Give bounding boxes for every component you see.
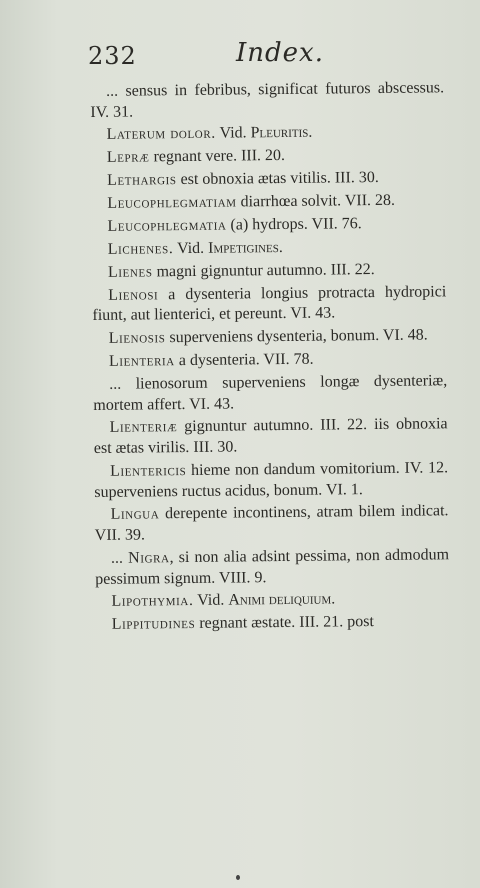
index-entry: Lingua derepente incontinens, atram bilem indicat. VII. 39. — [94, 502, 449, 545]
cross-reference: Impetigines. — [208, 238, 283, 257]
headword: Lethargis — [106, 171, 177, 190]
headword: Lienes — [107, 263, 153, 281]
headword: Nigra — [128, 549, 170, 567]
cross-reference: Pleuritis. — [250, 124, 313, 142]
index-entry: Lethargis est obnoxia ætas vitilis. III. 30. — [106, 169, 379, 190]
page-title: Index. — [236, 38, 324, 68]
index-entry: Lepræ regnant vere. III. 20. — [106, 147, 286, 167]
index-entries — [90, 78, 450, 638]
index-entry: Lienteriæ gignuntur autumno. III. 22. iis obnoxia est ætas virilis. III. 30. — [93, 415, 448, 458]
index-entry: Lienosis superveniens dysenteria, bonum. VI. 48. — [108, 326, 428, 348]
headword: Lientericis — [109, 461, 187, 480]
headword: Lienosi — [108, 286, 159, 304]
headword: Lingua — [110, 505, 160, 524]
index-entry: Lienosi a dysenteria longius protracta hydropici fiunt, aut lienterici, et pereunt. VI. 43. — [92, 283, 447, 325]
index-entry: ... sensus in febribus, significat futuros abscessus. IV. 31. — [90, 79, 445, 121]
headword: Lepræ — [106, 148, 150, 167]
index-entry: Lichenes. Vid. Impetigines. — [107, 238, 283, 258]
index-entry: Laterum dolor. Vid. Pleuritis. — [106, 124, 313, 144]
cross-reference: Animi deliquium. — [228, 590, 336, 609]
headword: Lippitudines — [111, 615, 196, 634]
headword: Laterum dolor. — [106, 125, 216, 144]
ink-spot — [236, 875, 240, 880]
index-entry: Lientericis hieme non dandum vomitorium. IV. 12. superveniens ructus acidus, bonum. VI. 1. — [94, 459, 449, 501]
index-entry: Lippitudines regnant æstate. III. 21. post — [111, 613, 374, 634]
headword: Lienosis — [108, 329, 166, 348]
index-entry: ... lienosorum superveniens longæ dysenteriæ, mortem affert. VI. 43. — [93, 372, 448, 414]
running-header — [88, 38, 440, 78]
index-entry: Lipothymia. Vid. Animi deliquium. — [111, 590, 336, 611]
headword: Lipothymia. — [111, 592, 194, 611]
headword: Lichenes. — [107, 240, 174, 258]
headword: Leucophlegmatia — [107, 216, 227, 235]
headword: Lienteriæ — [109, 418, 178, 437]
index-entry: Leucophlegmatiam diarrhœa solvit. VII. 28. — [107, 191, 396, 212]
index-entry: ... Nigra, si non alia adsint pessima, non admodum pessimum signum. VIII. 9. — [95, 546, 450, 588]
headword: Lienteria — [108, 352, 175, 370]
index-entry: Lienteria a dysenteria. VII. 78. — [108, 350, 314, 370]
page-number: 232 — [88, 42, 137, 70]
index-entry: Leucophlegmatia (a) hydrops. VII. 76. — [107, 215, 362, 235]
headword: Leucophlegmatiam — [107, 193, 237, 212]
index-entry: Lienes magni gignuntur autumno. III. 22. — [107, 260, 375, 281]
